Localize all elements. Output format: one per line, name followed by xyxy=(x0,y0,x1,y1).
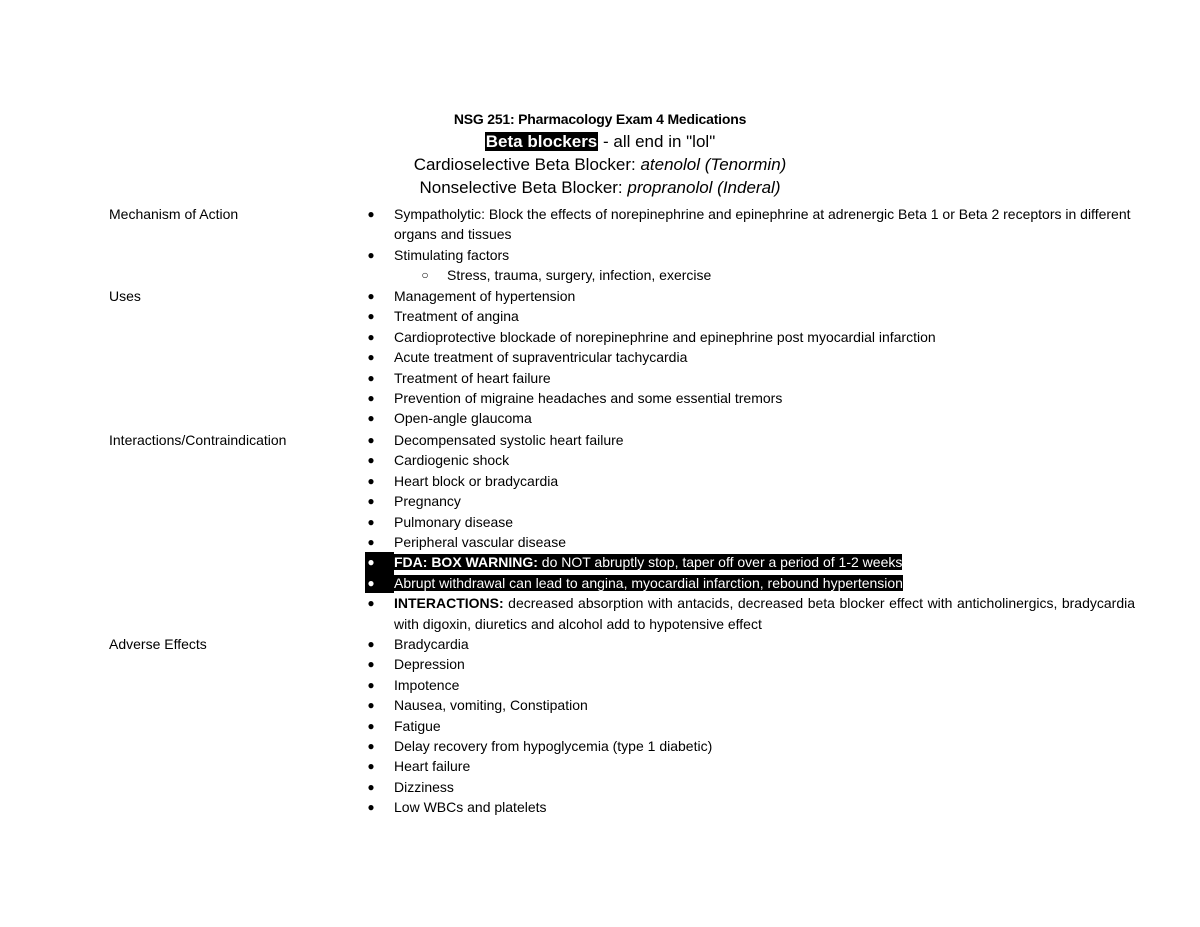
list-item: ● Depression xyxy=(365,654,1135,674)
bullet-icon: ● xyxy=(367,494,375,509)
list-item: ● Decompensated systolic heart failure xyxy=(365,430,1135,450)
drug-class-line xyxy=(0,130,1200,153)
list-item: ● Treatment of angina xyxy=(365,306,1135,326)
bullet-icon: ● xyxy=(367,596,375,611)
bullet-icon: ● xyxy=(367,637,375,651)
bullet-icon: ● xyxy=(367,800,375,815)
list-item: ● Heart block or bradycardia xyxy=(365,471,1135,491)
list-item: ● Impotence xyxy=(365,675,1135,695)
bullet-icon: ● xyxy=(367,759,375,774)
list-item: ● Acute treatment of supraventricular tachycardia xyxy=(365,347,1135,367)
bullet-icon: ● xyxy=(367,453,375,468)
nonselective-label: Nonselective Beta Blocker: xyxy=(419,178,628,197)
list-item: ● Cardioprotective blockade of norepinephrine and epinephrine post myocardial infarction xyxy=(365,327,1135,347)
list-item: ● Treatment of heart failure xyxy=(365,368,1135,388)
bullet-icon: ● xyxy=(367,535,375,550)
nonselective-line xyxy=(0,176,1200,199)
adverse-list xyxy=(365,634,1135,818)
bullet-icon: ● xyxy=(367,350,375,365)
bullet-icon: ● xyxy=(367,247,375,262)
fda-warning-label: FDA: BOX WARNING: xyxy=(394,554,538,571)
nonselective-drug: propranolol (Inderal) xyxy=(627,178,781,197)
list-item: ● Stimulating factors xyxy=(365,245,1135,265)
bullet-icon: ● xyxy=(367,433,375,447)
interactions-label-bold: INTERACTIONS: xyxy=(394,595,504,612)
sub-list-item: ○ Stress, trauma, surgery, infection, exercise xyxy=(365,265,1135,285)
list-item: ● Low WBCs and platelets xyxy=(365,797,1135,817)
bullet-icon: ● xyxy=(367,370,375,385)
bullet-icon: ● xyxy=(365,552,377,572)
list-item: ● Peripheral vascular disease xyxy=(365,532,1135,552)
cardioselective-drug: atenolol (Tenormin) xyxy=(640,155,787,174)
bullet-icon: ● xyxy=(367,411,375,426)
bullet-icon: ● xyxy=(367,739,375,754)
withdrawal-warning-item: ● Abrupt withdrawal can lead to angina, myocardial infarction, rebound hypertension xyxy=(365,573,1135,593)
list-item: ● Open-angle glaucoma xyxy=(365,408,1135,428)
list-item: ● Dizziness xyxy=(365,777,1135,797)
list-item: ● Pregnancy xyxy=(365,491,1135,511)
bullet-icon: ● xyxy=(367,657,375,672)
uses-list xyxy=(365,286,1135,429)
mechanism-list xyxy=(365,204,1135,286)
uses-label: Uses xyxy=(109,288,141,304)
drug-interactions-item xyxy=(365,593,1135,634)
interactions-list xyxy=(365,430,1135,634)
list-item: ● Management of hypertension xyxy=(365,286,1135,306)
mechanism-label: Mechanism of Action xyxy=(109,206,239,222)
bullet-icon: ● xyxy=(367,718,375,733)
fda-warning-item xyxy=(365,552,1135,572)
drug-class-highlight: Beta blockers xyxy=(485,132,598,151)
list-item: ● Bradycardia xyxy=(365,634,1135,654)
list-item: ● Pulmonary disease xyxy=(365,512,1135,532)
bullet-icon: ● xyxy=(367,391,375,406)
bullet-icon: ● xyxy=(367,698,375,713)
list-item: ● Heart failure xyxy=(365,756,1135,776)
bullet-icon: ● xyxy=(367,329,375,344)
drug-class-suffix: - all end in "lol" xyxy=(598,132,716,151)
fda-warning-text: do NOT abruptly stop, taper off over a period of 1-2 weeks xyxy=(537,554,903,571)
bullet-icon: ● xyxy=(367,514,375,529)
bullet-icon: ● xyxy=(367,309,375,324)
course-title: NSG 251: Pharmacology Exam 4 Medications xyxy=(453,111,747,127)
list-item: ● Cardiogenic shock xyxy=(365,450,1135,470)
bullet-icon: ● xyxy=(367,473,375,488)
bullet-icon: ● xyxy=(365,573,377,593)
bullet-icon: ● xyxy=(367,677,375,692)
circle-bullet-icon: ○ xyxy=(421,268,429,283)
bullet-icon: ● xyxy=(367,207,375,221)
interactions-text: decreased absorption with antacids, decreased beta blocker effect with anticholinergics, bradycardia with digoxin, diuretics and alcohol add to hypotensive effect xyxy=(394,595,1135,632)
list-item: ● Nausea, vomiting, Constipation xyxy=(365,695,1135,715)
bullet-icon: ● xyxy=(367,289,375,303)
adverse-label: Adverse Effects xyxy=(109,636,207,652)
document-header xyxy=(0,108,1200,199)
interactions-label: Interactions/Contraindication xyxy=(109,432,287,448)
list-item: ● Delay recovery from hypoglycemia (type 1 diabetic) xyxy=(365,736,1135,756)
list-item: ● Fatigue xyxy=(365,716,1135,736)
cardioselective-label: Cardioselective Beta Blocker: xyxy=(413,155,641,174)
cardioselective-line xyxy=(0,153,1200,176)
list-item: ● Prevention of migraine headaches and some essential tremors xyxy=(365,388,1135,408)
list-item: ● Sympatholytic: Block the effects of norepinephrine and epinephrine at adrenergic Beta 1 or Beta 2 receptors in different organs and tissues xyxy=(365,204,1135,245)
bullet-icon: ● xyxy=(367,779,375,794)
